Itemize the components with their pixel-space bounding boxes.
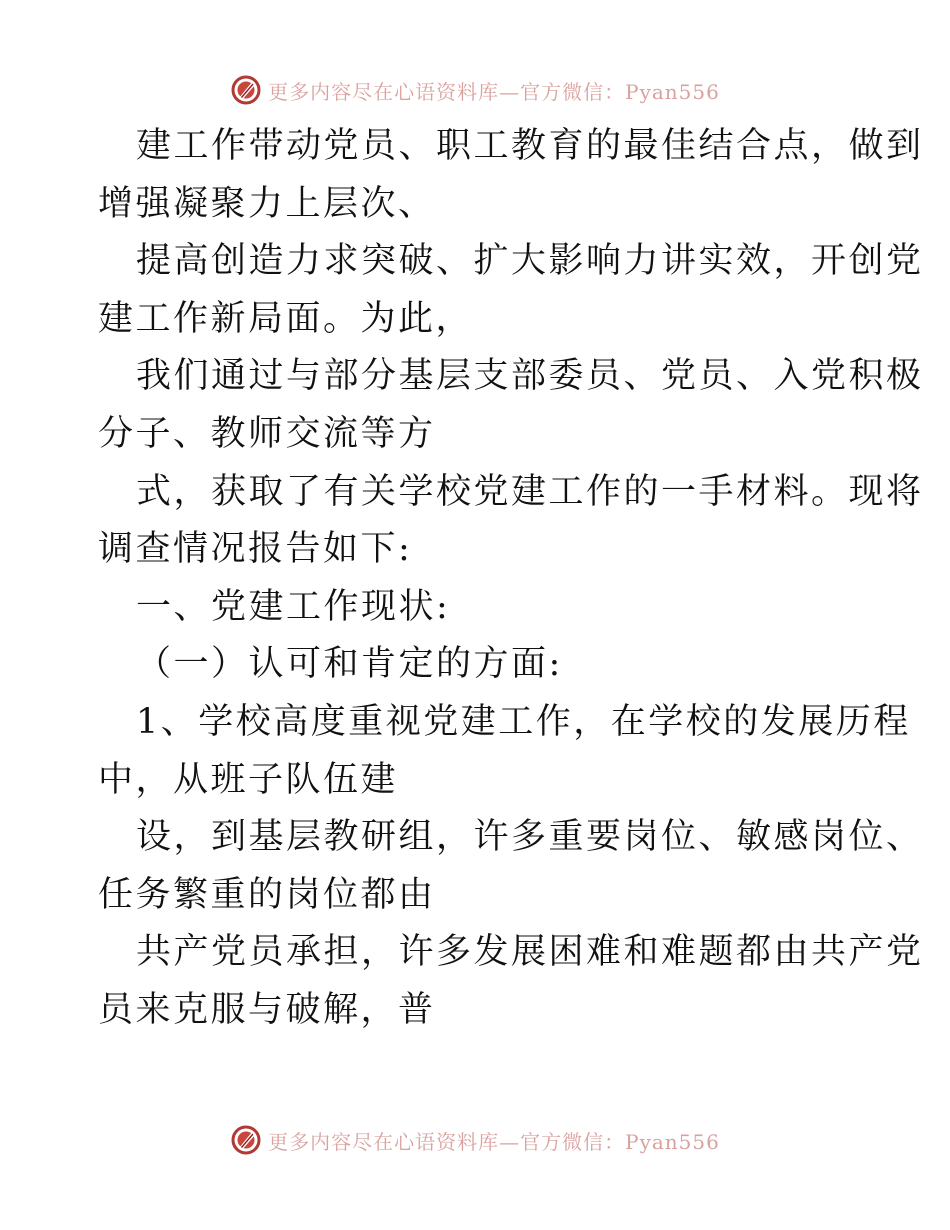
footer-banner-text: 更多内容尽在心语资料库—官方微信：Pyan556 [268,1129,720,1154]
header-banner-text: 更多内容尽在心语资料库—官方微信：Pyan556 [268,79,720,104]
pen-seal-icon [230,74,262,106]
text-line: 1、学校高度重视党建工作，在学校的发展历程 [136,701,911,742]
text-line: 设，到基层教研组，许多重要岗位、敏感岗位、 [136,817,924,858]
footer-banner [0,1120,950,1160]
text-line: 员来克服与破解，普 [98,989,436,1030]
header-banner [0,70,950,110]
text-line: 式，获取了有关学校党建工作的一手材料。现将 [136,471,924,512]
text-line: 提高创造力求突破、扩大影响力讲实效，开创党 [136,241,924,282]
text-line: 分子、教师交流等方 [98,413,436,454]
text-line: 我们通过与部分基层支部委员、党员、入党积极 [136,356,924,397]
text-line: 建工作带动党员、职工教育的最佳结合点，做到 [136,126,924,166]
text-line: 调查情况报告如下: [98,529,413,570]
text-line: 任务繁重的岗位都由 [98,874,436,915]
text-line: 建工作新局面。为此， [98,298,474,339]
text-line: 增强凝聚力上层次、 [98,183,436,224]
section-heading: 一、党建工作现状: [136,586,451,627]
document-body [98,118,924,1040]
pen-seal-icon [230,1124,262,1156]
subsection-heading: （一）认可和肯定的方面: [136,644,563,685]
text-line: 共产党员承担，许多发展困难和难题都由共产党 [136,932,924,973]
text-line: 中，从班子队伍建 [98,759,399,800]
